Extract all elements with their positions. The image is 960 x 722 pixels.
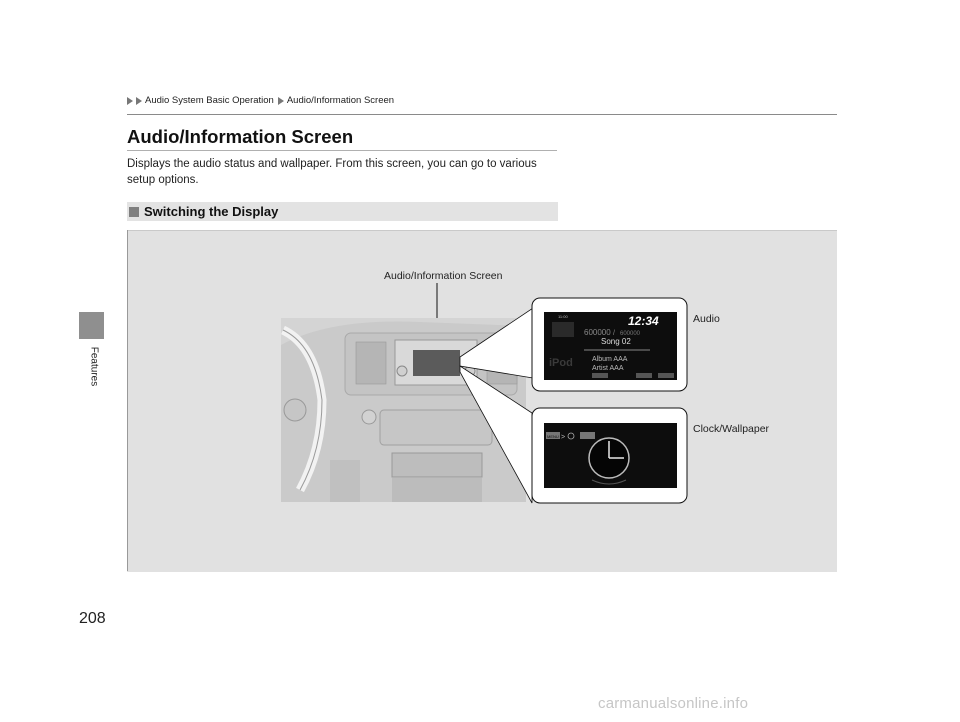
callout-screen-label: Audio/Information Screen [384, 270, 503, 282]
page-number: 208 [79, 610, 106, 627]
audio-track-sep: / [613, 330, 615, 337]
audio-status-icon [552, 322, 574, 337]
audio-softkey-1 [592, 373, 608, 378]
section-label: Features [88, 346, 100, 387]
audio-status-text: 11:00 [558, 314, 568, 319]
page-title: Audio/Information Screen [127, 126, 354, 147]
audio-softkey-3 [658, 373, 674, 378]
breadcrumb-item[interactable]: Audio System Basic Operation [145, 95, 274, 106]
audio-track-number: 600000 [584, 328, 611, 337]
audio-artist: Artist AAA [592, 365, 624, 372]
clock-tab-icon [580, 432, 595, 439]
audio-source-label: iPod [549, 357, 573, 369]
callout-audio-label: Audio [693, 313, 720, 325]
audio-song: Song 02 [601, 337, 631, 346]
intro-text: Displays the audio status and wallpaper. From this screen, you can go to various setup options. [127, 158, 537, 186]
audio-album: Album AAA [592, 356, 628, 363]
subsection-title: Switching the Display [144, 204, 279, 219]
clock-menu-label: MENU [547, 434, 559, 439]
audio-softkey-2 [636, 373, 652, 378]
audio-track-total: 600000 [620, 331, 641, 337]
callout-clock-label: Clock/Wallpaper [693, 423, 770, 435]
audio-clock: 12:34 [628, 314, 659, 328]
watermark: carmanualsonline.info [598, 695, 749, 712]
clock-arrow: > [561, 434, 566, 441]
breadcrumb-item[interactable]: Audio/Information Screen [286, 95, 395, 106]
